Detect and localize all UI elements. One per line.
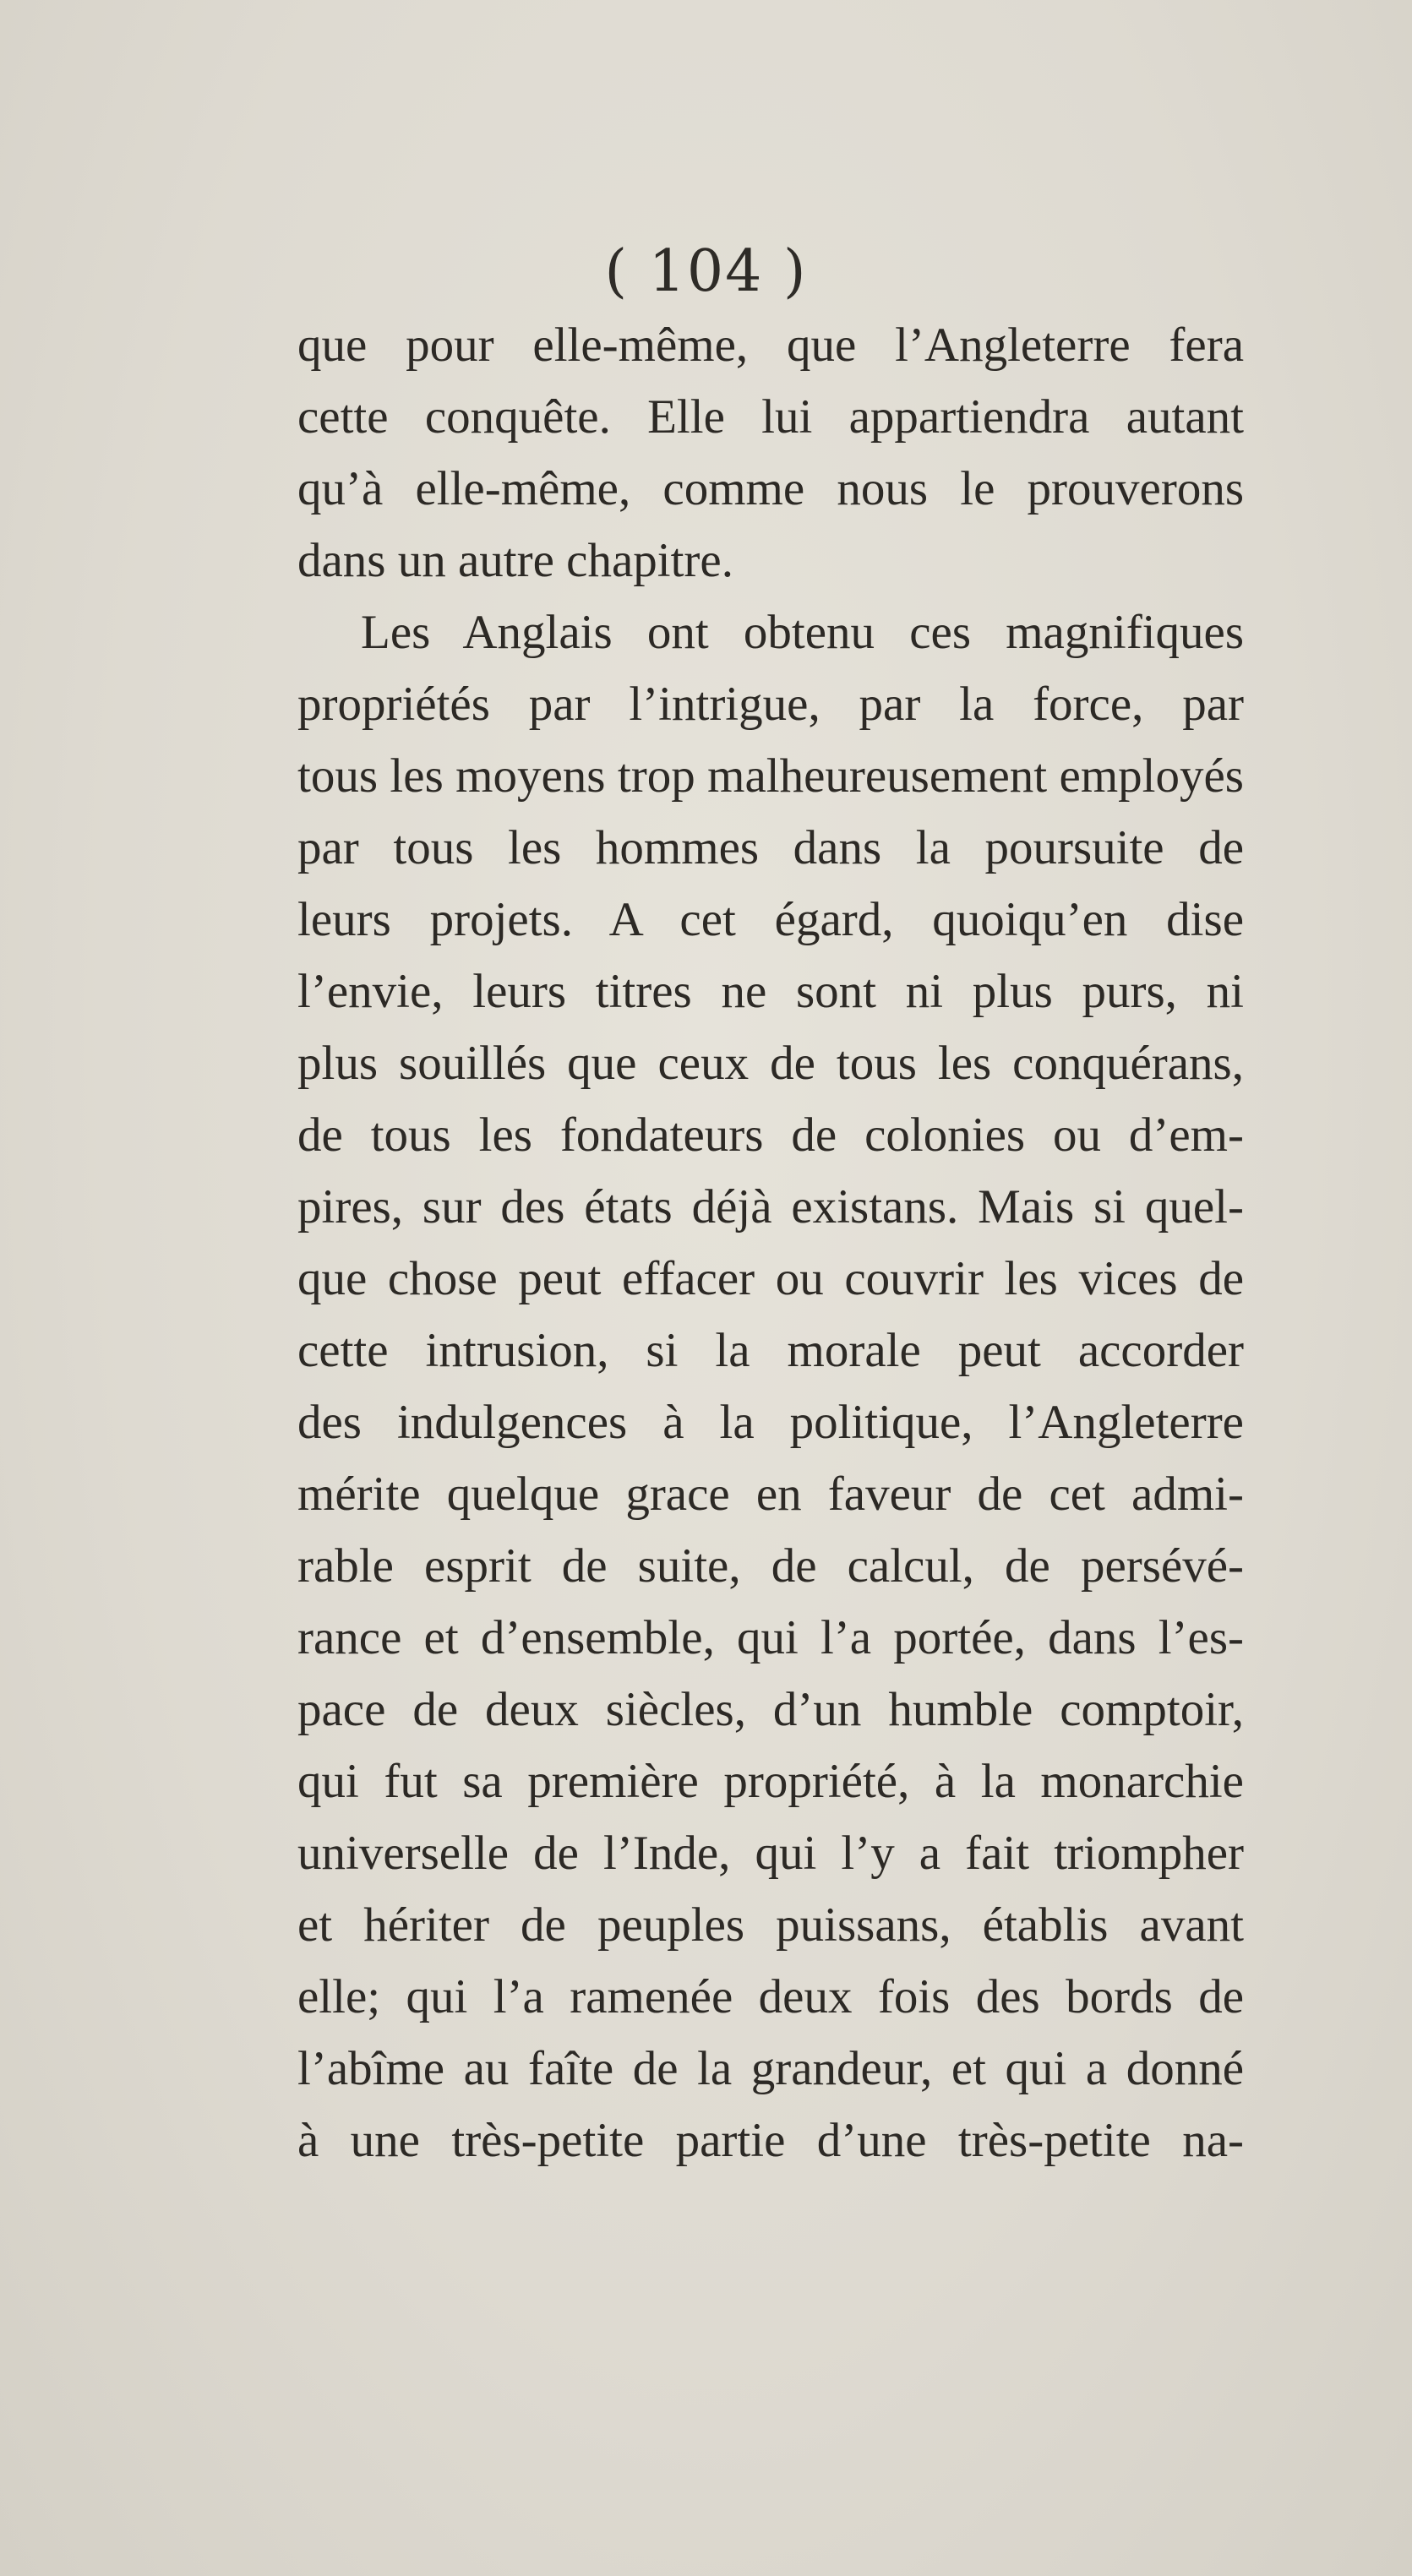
text-line: l’envie, leurs titres ne sont ni plus purs, ni (297, 965, 1244, 1018)
page-number: ( 104 ) (604, 238, 808, 305)
body-text (297, 309, 1244, 2176)
paragraph-start-line: Les Anglais ont obtenu ces magnifiques (361, 606, 1244, 659)
text-line: à une très-petite partie d’une très-petite na- (297, 2114, 1244, 2167)
text-line: qui fut sa première propriété, à la monarchie (297, 1755, 1244, 1808)
text-line: propriétés par l’intrigue, par la force, par (297, 678, 1244, 731)
text-line: universelle de l’Inde, qui l’y a fait triompher (297, 1827, 1244, 1880)
text-line: tous les moyens trop malheureusement employés (297, 749, 1244, 803)
text-line: des indulgences à la politique, l’Angleterre (297, 1396, 1244, 1449)
text-line: mérite quelque grace en faveur de cet admi- (297, 1468, 1244, 1521)
text-line: de tous les fondateurs de colonies ou d’em- (297, 1108, 1244, 1162)
text-line: rable esprit de suite, de calcul, de persévé- (297, 1539, 1244, 1593)
text-line: et hériter de peuples puissans, établis avant (297, 1898, 1244, 1952)
text-line: que chose peut effacer ou couvrir les vices de (297, 1252, 1244, 1305)
text-line: plus souillés que ceux de tous les conquérans, (297, 1037, 1244, 1090)
text-line: pires, sur des états déjà existans. Mais si quel- (297, 1180, 1244, 1234)
text-line: dans un autre chapitre. (297, 534, 733, 587)
text-line: qu’à elle-même, comme nous le prouverons (297, 462, 1244, 515)
text-line: que pour elle-même, que l’Angleterre fera (297, 319, 1244, 372)
text-line: pace de deux siècles, d’un humble comptoir, (297, 1683, 1244, 1736)
text-line: leurs projets. A cet égard, quoiqu’en dise (297, 893, 1244, 946)
text-line: cette conquête. Elle lui appartiendra autant (297, 390, 1244, 444)
text-line: par tous les hommes dans la poursuite de (297, 821, 1244, 874)
text-line: cette intrusion, si la morale peut accorder (297, 1324, 1244, 1377)
text-line: elle; qui l’a ramenée deux fois des bords de (297, 1970, 1244, 2023)
text-line: rance et d’ensemble, qui l’a portée, dans l’es- (297, 1611, 1244, 1664)
text-line: l’abîme au faîte de la grandeur, et qui a donné (297, 2042, 1244, 2095)
